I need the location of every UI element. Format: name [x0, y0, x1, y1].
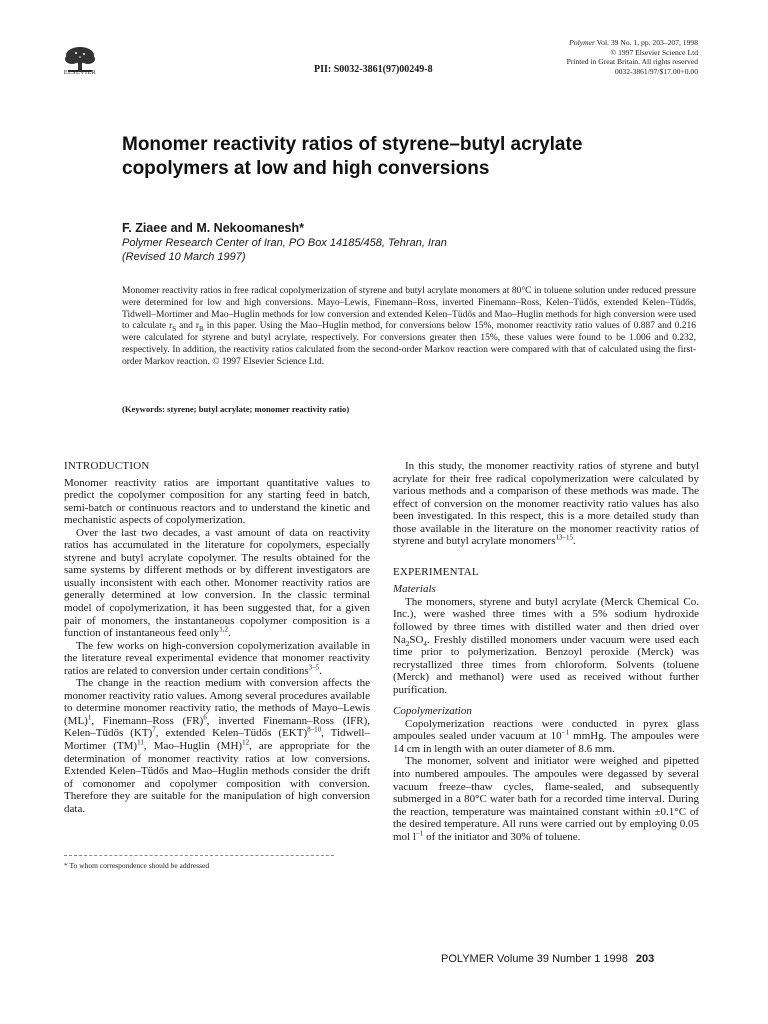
materials-heading: Materials: [393, 583, 436, 596]
correspondence-footnote: * To whom correspondence should be addressed: [64, 861, 210, 870]
page-number: 203: [635, 953, 655, 965]
study-paragraph: In this study, the monomer reactivity ratios of styrene and butyl acrylate for their free radical copolymerization were calculated by various methods and a comparison of these methods was made. The effect of conversion on the monomer reactivity ratio values has also been investigated. In this respect, this is a more detailed study than those available in the literature on the monomer reactivity ratios of styrene and butyl acrylate monomers$^{13-15}$.: [393, 460, 699, 548]
issn-line: 0032-3861/97/$17.00+0.00: [614, 66, 698, 76]
footer-journal: POLYMER Volume 39 Number 1 1998: [441, 953, 628, 965]
journal-citation: Polymer Vol. 39 No. 1, pp. 203–207, 1998: [569, 38, 698, 47]
article-authors: F. Ziaee and M. Nekoomanesh*: [122, 221, 304, 235]
intro-paragraph-3: The few works on high-conversion copolymerization available in the literature reveal experimental evidence that monomer reactivity ratios are related to conversion under certain conditions$^{3-5}$.: [64, 639, 370, 677]
affiliation-line: Polymer Research Center of Iran, PO Box 14185/458, Tehran, Iran: [122, 237, 447, 249]
introduction-heading: INTRODUCTION: [64, 460, 150, 472]
rights-line: Printed in Great Britain. All rights reserved: [566, 57, 698, 67]
author-affiliation: [122, 236, 682, 264]
intro-paragraph-2: Over the last two decades, a vast amount of data on reactivity ratios has accumulated in the literature for copolymers, especially styrene and butyl acrylate copolymer. The results obtained for the same systems by different methods or by different investigators are usually inconsistent with each other. Monomer reactivity ratios are generally determined at low conversion. In the classic terminal model of copolymerization, it has been suggested that, for a given pair of monomers, the instantaneous copolymer composition is a function of instantaneous feed only$^{1,2}$.: [64, 526, 370, 640]
left-column: [64, 460, 370, 815]
intro-paragraph-1: Monomer reactivity ratios are important quantitative values to predict the copolymer composition for any starting feed in batch, semi-batch or continuous reactors and to understand the kinetic and mechanistic aspects of copolymerization.: [64, 476, 370, 527]
copolymerization-paragraph-1: Copolymerization reactions were conducted in pyrex glass ampoules sealed under vacuum at $10^{-1}$ mmHg. The ampoules were 14 cm in length with an outer diameter of 8.6 mm.: [393, 717, 699, 755]
materials-paragraph: The monomers, styrene and butyl acrylate (Merck Chemical Co. Inc.), were washed three times with a 5% sodium hydroxide followed by three times with distilled water and then dried over $Na_2SO_4$. Freshly distilled monomers under vacuum were used each time prior to polymerization. Benzoyl peroxide (Merck) was recrystallized three times from chloroform. Solvents (toluene (Merck) and methanol) were used as received without further purification.: [393, 595, 699, 696]
experimental-heading: EXPERIMENTAL: [393, 565, 479, 578]
keywords: (Keywords: styrene; butyl acrylate; monomer reactivity ratio): [122, 404, 350, 414]
intro-paragraph-4: The change in the reaction medium with conversion affects the monomer reactivity ratio values. Among several procedures available to determine monomer reactivity ratio, the methods of Mayo–Lewis (ML)$^1$, Finemann–Ross (FR)$^6$, inverted Finemann–Ross (IFR), Kelen–Tüdős (KT)$^7$, extended Kelen–Tüdős (EKT)$^{8-10}$, Tidwell–Mortimer (TM)$^{11}$, Mao–Huglin (MH)$^{12}$, are appropriate for the determination of monomer reactivity ratios at low conversions. Extended Kelen–Tüdős and Mao–Huglin methods consider the drift of comonomer and copolymer composition with conversion. Therefore they are suitable for the manipulation of high conversion data.: [64, 677, 371, 815]
right-column: [393, 460, 699, 843]
revised-date: (Revised 10 March 1997): [122, 251, 246, 263]
page-footer: [441, 953, 654, 965]
copyright-line: © 1997 Elsevier Science Ltd: [610, 47, 698, 57]
copolymerization-heading: Copolymerization: [393, 705, 472, 718]
abstract: Monomer reactivity ratios in free radical copolymerization of styrene and butyl acrylate monomers at 80°C in toluene solution under reduced pressure were determined for low and high conversions. Mayo–Lewis, Finemann–Ross, inverted Finemann–Ross, Kelen–Tüdős, extended Kelen–Tüdős, Tidwell–Mortimer and Mao–Huglin methods for low conversion and extended Kelen–Tüdős and Mao–Huglin methods for high conversion were used to calculate $r_S$ and $r_B$ in this paper. Using the Mao–Huglin method, for conversions below 15%, monomer reactivity ratio values of 0.887 and 0.216 were calculated for styrene and butyl acrylate, respectively. For conversions greater then 15%, these values were found to be 1.006 and 0.232, respectively. In addition, the reactivity ratios calculated from the second-order Markov reaction were compared with that of calculated using the first-order Markov reaction. © 1997 Elsevier Science Ltd.: [122, 286, 696, 367]
copolymerization-paragraph-2: The monomer, solvent and initiator were weighed and pipetted into numbered ampoules. The ampoules were degassed by several vacuum freeze–thaw cycles, flame-sealed, and subsequently submerged in a 80°C water bath for a recorded time interval. During the reaction, temperature was maintained constant within ±0.1°C of the desired temperature. All runs were carried out by employing 0.05 mol $l^{-1}$ of the initiator and 30% of toluene.: [393, 755, 699, 843]
journal-info: [438, 38, 698, 76]
footnote-divider: [64, 855, 334, 856]
pii-code: PII: S0032-3861(97)00249-8: [314, 64, 433, 75]
article-title: Monomer reactivity ratios of styrene–butyl acrylate copolymers at low and high conversions: [122, 134, 583, 179]
publisher-logo-text: ELSEVIER: [63, 70, 97, 76]
